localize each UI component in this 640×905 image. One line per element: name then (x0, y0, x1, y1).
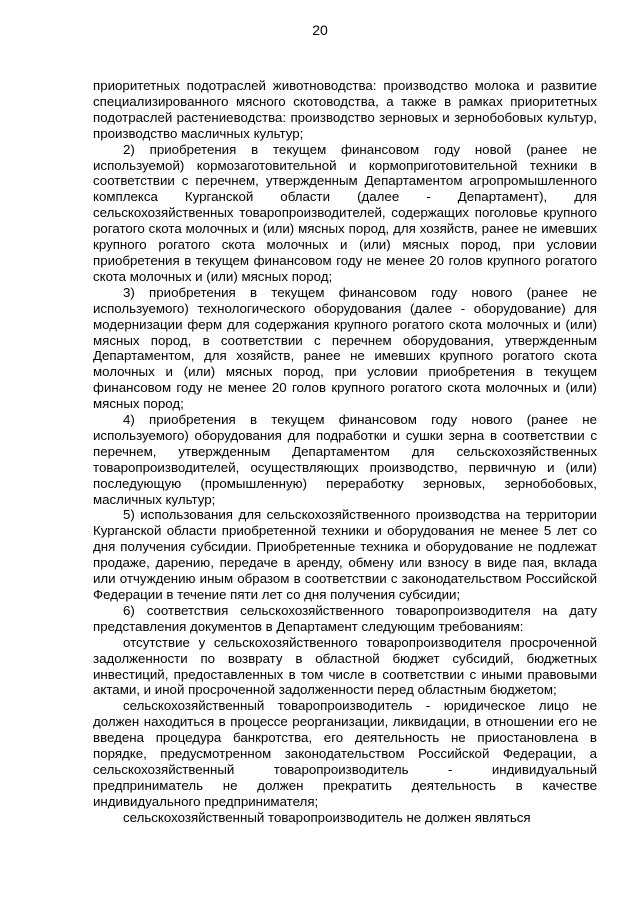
paragraph-item-2: 2) приобретения в текущем финансовом году новой (ранее не используемой) кормозаготовительной и кормоприготовительной техники в соответствии с перечнем, утвержденным Департаментом агропромышленного комплекса Курганской области (далее - Департамент), для сельскохозяйственных товаропроизводителей, содержащих поголовье крупного рогатого скота молочных и (или) мясных пород, для хозяйств, ранее не имевших крупного рогатого скота молочных и (или) мясных пород, при условии приобретения в текущем финансовом году не менее 20 голов крупного рогатого скота молочных и (или) мясных пород; (93, 141, 597, 284)
requirement-no-debt: отсутствие у сельскохозяйственного товаропроизводителя просроченной задолженности по возврату в областной бюджет субсидий, бюджетных инвестиций, предоставленных в том числе в соответствии с иными правовыми актами, и иной просроченной задолженности перед областным бюджетом; (93, 634, 597, 698)
document-body (93, 78, 597, 826)
paragraph-item-4: 4) приобретения в текущем финансовом году нового (ранее не используемого) оборудования для подработки и сушки зерна в соответствии с перечнем, утвержденным Департаментом для сельскохозяйственных товаропроизводителей, осуществляющих производство, первичную и (или) последующую (промышленную) переработку зерновых, зернобобовых, масличных культур; (93, 412, 597, 507)
paragraph-item-3: 3) приобретения в текущем финансовом году нового (ранее не используемого) технологического оборудования (далее - оборудование) для модернизации ферм для содержания крупного рогатого скота молочных и (или) мясных пород, в соответствии с перечнем оборудования, утвержденным Департаментом, для хозяйств, ранее не имевших крупного рогатого скота молочных и (или) мясных пород, при условии приобретения в текущем финансовом году не менее 20 голов крупного рогатого скота молочных и (или) мясных пород; (93, 284, 597, 412)
requirement-no-reorganization: сельскохозяйственный товаропроизводитель - юридическое лицо не должен находиться в процессе реорганизации, ликвидации, в отношении его не введена процедура банкротства, его деятельность не приостановлена в порядке, предусмотренном законодательством Российской Федерации, а сельскохозяйственный товаропроизводитель - индивидуальный предприниматель не должен прекратить деятельность в качестве индивидуального предпринимателя; (93, 698, 597, 809)
page-number: 20 (312, 22, 328, 38)
paragraph-continuation: приоритетных подотраслей животноводства: производство молока и развитие специализированного мясного скотоводства, а также в рамках приоритетных подотраслей растениеводства: производство зерновых и зернобобовых культур, производство масличных культур; (93, 78, 597, 141)
paragraph-item-6: 6) соответствия сельскохозяйственного товаропроизводителя на дату представления документов в Департамент следующим требованиям: (93, 602, 597, 634)
paragraph-item-5: 5) использования для сельскохозяйственного производства на территории Курганской области приобретенной техники и оборудования не менее 5 лет со дня получения субсидии. Приобретенные техника и оборудование не подлежат продаже, дарению, передаче в аренду, обмену или взносу в виде пая, вклада или отчуждению иным образом в соответствии с законодательством Российской Федерации в течение пяти лет со дня получения субсидии; (93, 507, 597, 602)
requirement-not-offshore: сельскохозяйственный товаропроизводитель не должен являться (123, 809, 531, 825)
